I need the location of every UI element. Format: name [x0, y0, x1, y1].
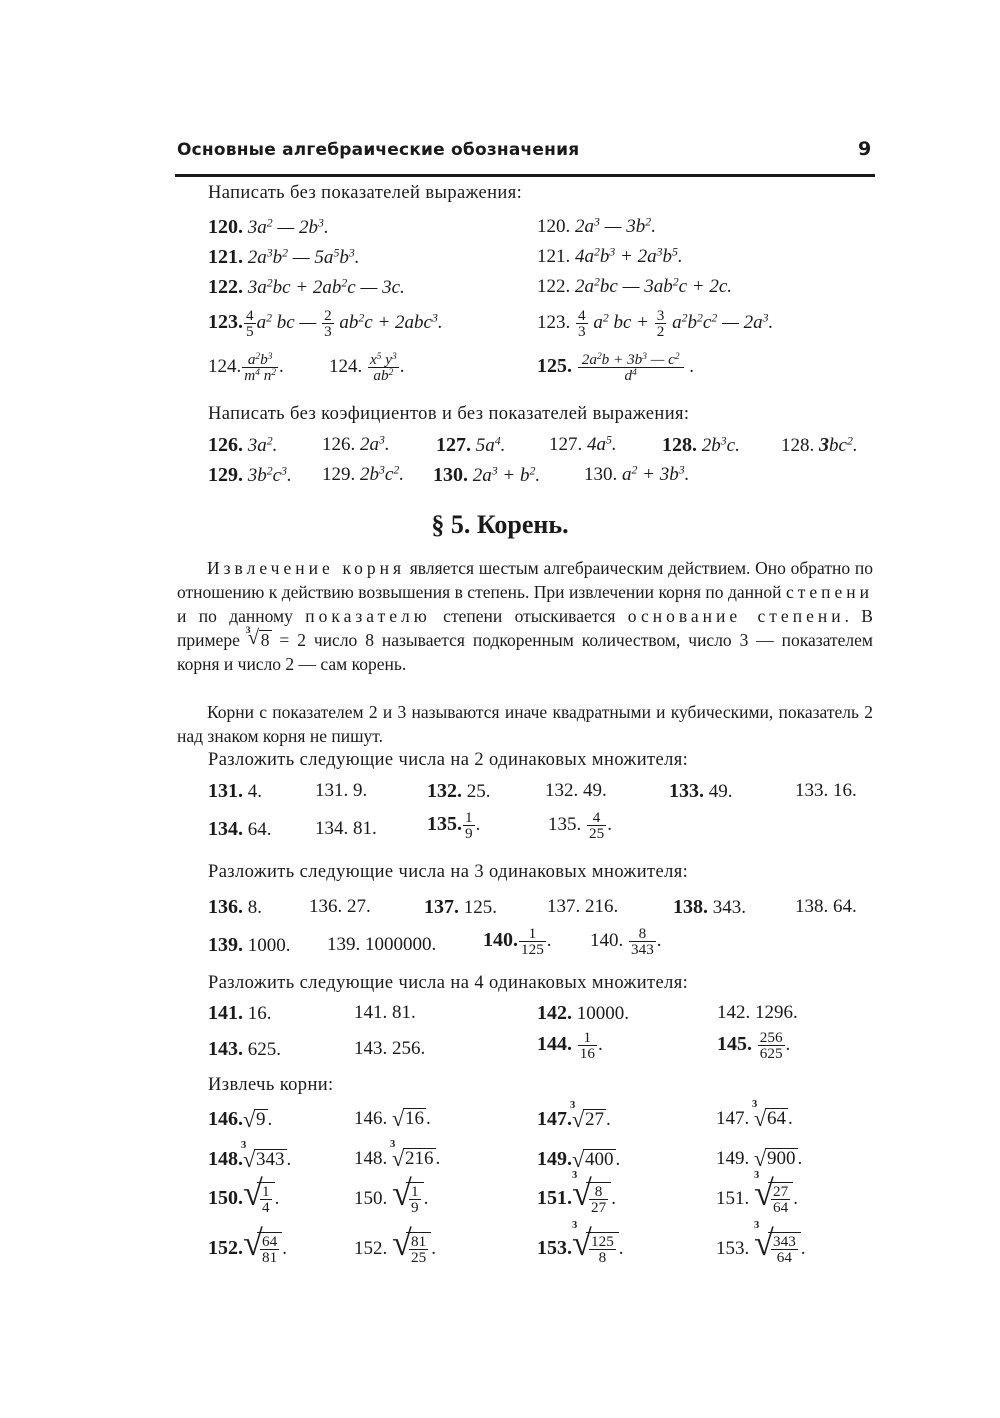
exercise-137-b: 137. 216. — [547, 896, 619, 917]
exercise-152-b: 152. √ $\frac{81}{25}$ . — [354, 1232, 436, 1265]
exercise-130-b: 130. $a^2 + 3b^3$. — [584, 463, 690, 485]
exercise-127-b: 127. $4a^5$. — [549, 433, 617, 455]
exercise-149-b: 149. √ 900 . — [716, 1148, 802, 1170]
exercise-150-a: 150. √ $\frac{1}{4}$ . — [208, 1182, 279, 1215]
instruction-four-factors: Разложить следующие числа на 4 одинаковых множителя: — [208, 973, 689, 993]
exercise-150-b: 150. √ $\frac{1}{9}$ . — [354, 1182, 428, 1215]
exercise-129-b: 129. $2b^3c^2$. — [322, 463, 404, 485]
exercise-136-b: 136. 27. — [309, 896, 371, 917]
exercise-153-b: 153. √ 3 $\frac{343}{64}$ . — [716, 1232, 806, 1265]
exercise-147-b: 147. √ 3 64 . — [716, 1108, 793, 1130]
exercise-137-a: 137. 125. — [424, 896, 497, 918]
instruction-two-factors: Разложить следующие числа на 2 одинаковых множителя: — [208, 750, 689, 770]
exercise-133-a: 133. 49. — [669, 780, 733, 802]
exercise-148-a: 148. √ 3 343 . — [208, 1148, 291, 1171]
instruction-three-factors: Разложить следующие числа на 3 одинаковых множителя: — [208, 862, 689, 882]
exercise-123-a: 123. $\frac{4}{5}$ $a^2$ bc — $\frac{2}{3}$ $ab^2c + 2abc^3$. — [208, 307, 443, 341]
section-title: § 5. Корень. — [431, 510, 569, 539]
paragraph-definition: Извлечение корня является шестым алгебраическим действием. Оно обратно по отношению к действию возвышения в степень. При извлечении корня по данной степени и по данному показателю степени отыскивается основание степени. В примере √ 3 8 = 2 число 8 называется подкоренным количеством, число 3 — показателем корня и число 2 — сам корень. — [177, 556, 873, 676]
exercise-141-a: 141. 16. — [208, 1002, 272, 1024]
exercise-142-a: 142. 10000. — [537, 1002, 629, 1024]
exercise-141-b: 141. 81. — [354, 1002, 416, 1023]
exercise-135-b: 135. $\frac{4}{25}$ . — [548, 809, 612, 843]
exercise-124-a: 124. $\frac{a^2b^3}{m^4 n^2}$ . — [208, 351, 284, 385]
instruction-no-exponents: Написать без показателей выражения: — [208, 183, 523, 203]
exercise-133-b: 133. 16. — [795, 780, 857, 801]
exercise-139-b: 139. 1000000. — [327, 934, 437, 955]
exercise-143-a: 143. 625. — [208, 1038, 281, 1060]
example-root: √ 3 8 — [248, 628, 272, 652]
exercise-121-b: 121. $4a^2b^3 + 2a^3b^5$. — [537, 245, 683, 267]
instruction-extract-roots: Извлечь корни: — [208, 1075, 334, 1095]
exercise-131-a: 131. 4. — [208, 780, 262, 802]
exercise-132-a: 132. 25. — [427, 780, 491, 802]
exercise-153-a: 153. √ 3 $\frac{125}{8}$ . — [537, 1232, 624, 1265]
exercise-121-a: 121. $2a^3b^2$ — $5a^5b^3$. — [208, 246, 360, 268]
exercise-120-b: 120. $2a^3$ — $3b^2$. — [537, 215, 656, 237]
exercise-134-a: 134. 64. — [208, 818, 272, 840]
exercise-135-a: 135. $\frac{1}{9}$ . — [427, 809, 481, 843]
exercise-139-a: 139. 1000. — [208, 934, 291, 956]
exercise-152-a: 152. √ $\frac{64}{81}$ . — [208, 1232, 287, 1265]
exercise-128-b: 128. $3bc^2$. — [781, 434, 858, 456]
exercise-125: 125. $\frac{2a^2b + 3b^3 — c^2}{d^4}$ . — [537, 351, 695, 385]
exercise-127-a: 127. $5a^4$. — [436, 434, 506, 456]
exercise-132-b: 132. 49. — [545, 780, 607, 801]
exercise-122-a: 122. $3a^2bc + 2ab^2c$ — 3c. — [208, 276, 405, 298]
exercise-134-b: 134. 81. — [315, 818, 377, 839]
paragraph-square-cube: Корни с показателем 2 и 3 называются иначе квадратными и кубическими, показатель 2 над знаком корня не пишут. — [177, 702, 873, 746]
exercise-145: 145. $\frac{256}{625}$ . — [717, 1029, 791, 1063]
exercise-138-b: 138. 64. — [795, 896, 857, 917]
exercise-138-a: 138. 343. — [673, 896, 746, 918]
exercise-126-b: 126. $2a^3$. — [322, 433, 390, 455]
exercise-128-a: 128. $2b^3c$. — [662, 434, 740, 456]
exercise-142-b: 142. 1296. — [717, 1002, 798, 1023]
exercise-129-a: 129. $3b^2c^3$. — [208, 464, 292, 486]
exercise-148-b: 148. √ 3 216 . — [354, 1148, 440, 1170]
running-header: Основные алгебраические обозначения — [177, 140, 580, 160]
exercise-140-b: 140. $\frac{8}{343}$ . — [590, 925, 662, 959]
exercise-151-b: 151. √ 3 $\frac{27}{64}$ . — [716, 1182, 798, 1215]
exercise-143-b: 143. 256. — [354, 1038, 426, 1059]
exercise-146-b: 146. √ 16 . — [354, 1108, 431, 1130]
exercise-147-a: 147. √ 3 27 . — [537, 1108, 611, 1131]
exercise-124-b: 124. $\frac{x^5 y^3}{ab^2}$ . — [329, 351, 405, 385]
exercise-140-a: 140. $\frac{1}{125}$ . — [483, 925, 552, 959]
exercise-151-a: 151. √ 3 $\frac{8}{27}$ . — [537, 1182, 616, 1215]
header-rule — [175, 174, 875, 177]
exercise-131-b: 131. 9. — [315, 780, 368, 801]
exercise-149-a: 149.√ 400 . — [537, 1148, 620, 1171]
exercise-123-b: 123. $\frac{4}{3}$ $a^2$ bc + $\frac{3}{2}$ $a^2b^2c^2$ — $2a^3$. — [537, 307, 774, 341]
exercise-144: 144. $\frac{1}{16}$ . — [537, 1029, 603, 1063]
exercise-130-a: 130. $2a^3 + b^2$. — [433, 464, 541, 486]
instruction-no-coefficients: Написать без коэфициентов и без показателей выражения: — [208, 404, 690, 424]
exercise-122-b: 122. $2a^2bc$ — $3ab^2c + 2c$. — [537, 275, 733, 297]
exercise-126-a: 126. $3a^2$. — [208, 434, 278, 456]
page-number: 9 — [858, 138, 872, 160]
exercise-146-a: 146.√ 9 . — [208, 1108, 272, 1131]
exercise-120-a: 120. $3a^2$ — $2b^3$. — [208, 216, 329, 238]
exercise-136-a: 136. 8. — [208, 896, 262, 918]
